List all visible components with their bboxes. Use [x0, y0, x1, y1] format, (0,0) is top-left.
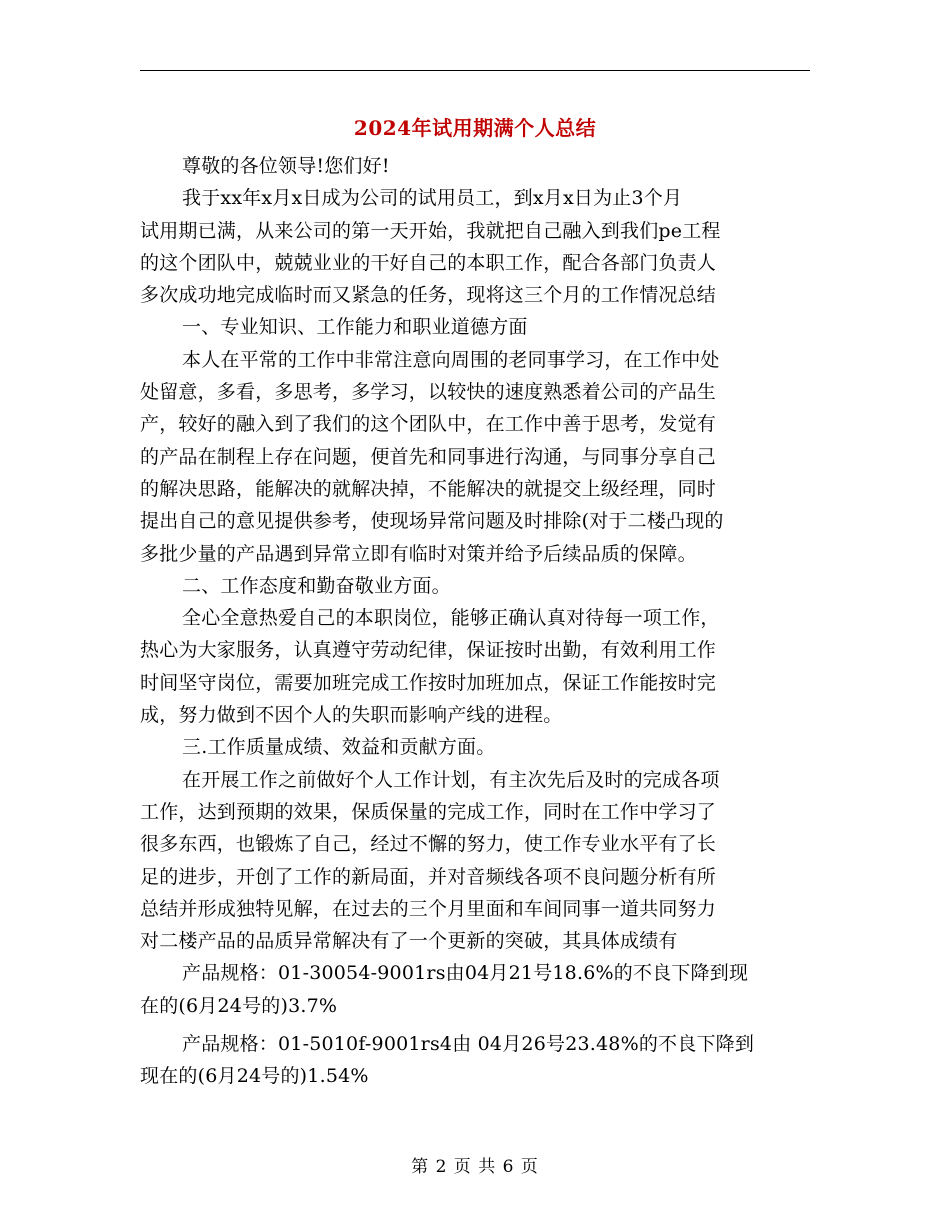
paragraph-line: 很多东西，也锻炼了自己，经过不懈的努力，使工作专业水平有了长 — [140, 833, 717, 856]
paragraph-line: 的产品在制程上存在问题，便首先和同事进行沟通，与同事分享自己 — [140, 445, 717, 468]
paragraph-line: 全心全意热爱自己的本职岗位，能够正确认真对待每一项工作， — [182, 607, 720, 630]
paragraph-line: 对二楼产品的品质异常解决有了一个更新的突破，其具体成绩有 — [140, 930, 678, 953]
section-heading-3: 三.工作质量成绩、效益和贡献方面。 — [182, 736, 496, 759]
paragraph-line: 工作，达到预期的效果，保质保量的完成工作，同时在工作中学习了 — [140, 800, 717, 823]
document-title: 2024年试用期满个人总结 — [353, 116, 597, 140]
header-rule — [140, 70, 810, 71]
paragraph-line: 产，较好的融入到了我们的这个团队中，在工作中善于思考，发觉有 — [140, 413, 717, 436]
paragraph-line: 成，努力做到不因个人的失职而影响产线的进程。 — [140, 704, 563, 727]
paragraph-line: 总结并形成独特见解，在过去的三个月里面和车间同事一道共同努力 — [140, 897, 717, 920]
paragraph-line: 试用期已满，从来公司的第一天开始，我就把自己融入到我们pe工程 — [140, 219, 721, 242]
paragraph-line: 的这个团队中，兢兢业业的干好自己的本职工作，配合各部门负责人 — [140, 251, 717, 274]
paragraph-line: 处留意，多看，多思考，多学习，以较快的速度熟悉着公司的产品生 — [140, 381, 717, 404]
paragraph-line: 的解决思路，能解决的就解决掉，不能解决的就提交上级经理，同时 — [140, 477, 717, 500]
salutation-line: 尊敬的各位领导!您们好! — [182, 155, 390, 177]
paragraph-line: 提出自己的意见提供参考，使现场异常问题及时排除(对于二楼凸现的 — [140, 510, 724, 533]
paragraph-line: 多批少量的产品遇到异常立即有临时对策并给予后续品质的保障。 — [140, 542, 697, 565]
page-footer: 第 2 页 共 6 页 — [411, 1157, 539, 1177]
product-spec-line: 产品规格：01-5010f-9001rs4由 04月26号23.48%的不良下降到 — [182, 1033, 755, 1056]
product-spec-line: 产品规格：01-30054-9001rs由04月21号18.6%的不良下降到现 — [182, 962, 749, 985]
document-body — [140, 150, 810, 1093]
paragraph-line: 多次成功地完成临时而又紧急的任务，现将这三个月的工作情况总结 — [140, 284, 717, 307]
paragraph-line: 足的进步，开创了工作的新局面，并对音频线各项不良问题分析有所 — [140, 865, 717, 888]
paragraph-line: 我于xx年x月x日成为公司的试用员工，到x月x日为止3个月 — [182, 187, 683, 210]
paragraph-line: 本人在平常的工作中非常注意向周围的老同事学习，在工作中处 — [182, 348, 720, 371]
paragraph-line: 时间坚守岗位，需要加班完成工作按时加班加点，保证工作能按时完 — [140, 671, 717, 694]
paragraph-line: 在开展工作之前做好个人工作计划，有主次先后及时的完成各项 — [182, 768, 720, 791]
section-heading-1: 一、专业知识、工作能力和职业道德方面 — [182, 316, 528, 339]
product-spec-line: 现在的(6月24号的)1.54% — [140, 1065, 369, 1088]
section-heading-2: 二、工作态度和勤奋敬业方面。 — [182, 574, 451, 597]
paragraph-line: 热心为大家服务，认真遵守劳动纪律，保证按时出勤，有效利用工作 — [140, 639, 717, 662]
product-spec-line: 在的(6月24号的)3.7% — [140, 994, 338, 1017]
